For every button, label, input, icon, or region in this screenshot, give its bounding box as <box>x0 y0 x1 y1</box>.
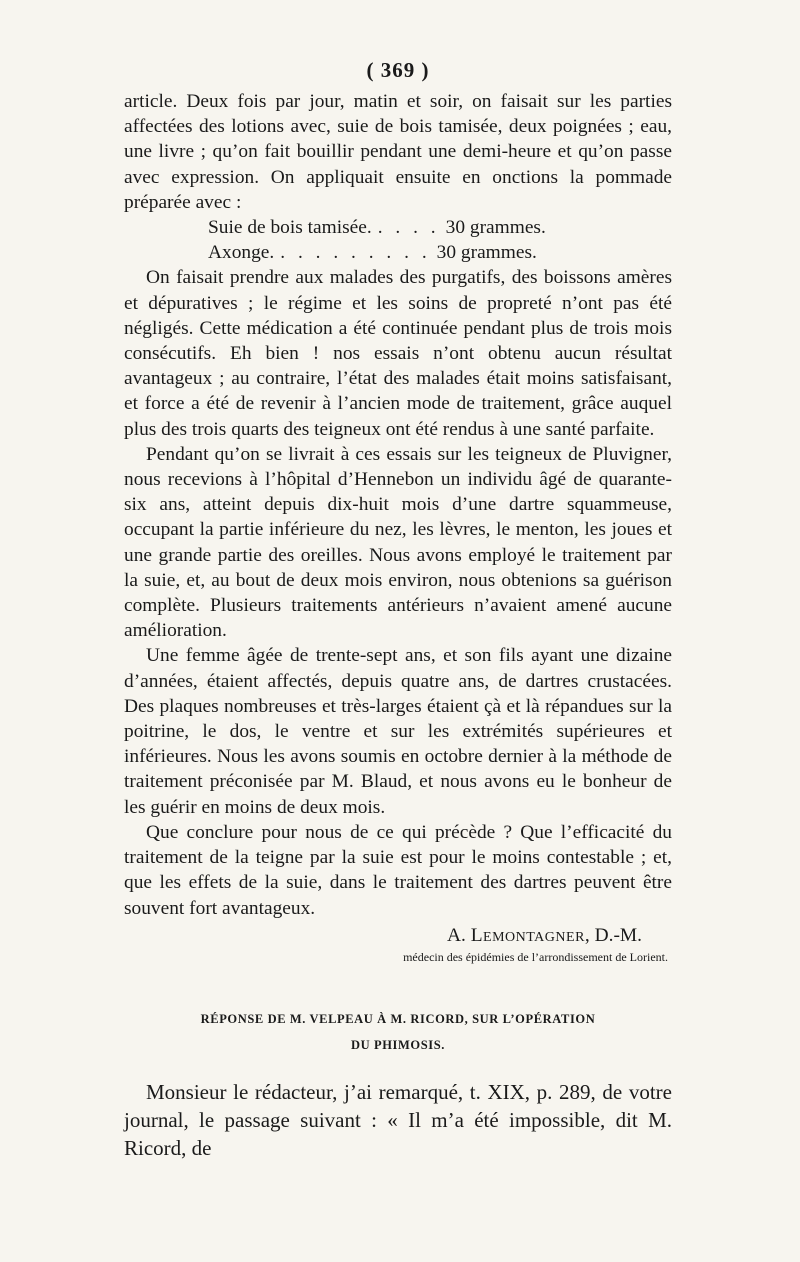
paragraph-purgatifs: On faisait prendre aux malades des purgatifs, des boissons amères et dépuratives ; le régime et les soins de propreté n’ont pas été négligés. Cette médication a été continuée pendant plus de trois mois consécutifs. Eh bien ! nos essais n’ont obtenu aucun résultat avantageux ; au contraire, l’état des malades était moins satisfaisant, et force a été de revenir à l’ancien mode de traitement, grâce auquel plus des trois quarts des teigneux ont été rendus à une santé parfaite. <box>124 267 672 440</box>
signature-initial: A. <box>446 924 466 946</box>
recipe-item <box>208 215 546 240</box>
signature-title: médecin des épidémies de l’arrondissement de Lorient. <box>403 949 668 964</box>
signature-suffix: , D.-M. <box>584 924 642 946</box>
section-heading <box>124 1006 672 1058</box>
paragraph-pluvigner: Pendant qu’on se livrait à ces essais sur les teigneux de Pluvigner, nous recevions à l’hôpital d’Hennebon un individu âgé de quarante-six ans, atteint depuis dix-huit mois d’une dartre squammeuse, occupant la partie inférieure du nez, les lèvres, le menton, les joues et une grande partie des oreilles. Nous avons employé le traitement par la suie, et, au bout de deux mois environ, nous obtenions sa guérison complète. Plusieurs traitements antérieurs n’avaient amené aucune amélioration. <box>124 443 672 642</box>
recipe-quantity: 30 grammes. <box>445 217 546 239</box>
signature-surname: Lemontagner <box>470 924 585 946</box>
document-page <box>124 58 672 1162</box>
paragraph-lotion: article. Deux fois par jour, matin et soir, on faisait sur les parties affectées des lotions avec, suie de bois tamisée, deux poignées ; eau, une livre ; qu’on fait bouillir pendant une demi-heure et qu’on passe avec expression. On appliquait ensuite en onctions la pommade préparée avec : <box>124 91 672 213</box>
recipe-leader-dots: . . . . . . . . . <box>280 242 431 264</box>
recipe-ingredient: Suie de bois tamisée. <box>208 217 372 239</box>
recipe-quantity: 30 grammes. <box>436 242 537 264</box>
section-heading-line: DU PHIMOSIS. <box>350 1037 446 1052</box>
section-heading-line: RÉPONSE DE M. VELPEAU À M. RICORD, SUR L’OPÉRATION <box>200 1011 596 1026</box>
paragraph-conclusion: Que conclure pour nous de ce qui précède ? Que l’efficacité du traitement de la teigne par la suie est pour le moins contestable ; et, que les effets de la suie, dans le traitement des dartres peuvent être souvent fort avantageux. <box>124 821 672 919</box>
signature <box>124 923 672 948</box>
letter-paragraph: Monsieur le rédacteur, j’ai remarqué, t. XIX, p. 289, de votre journal, le passage suivant : « Il m’a été impossible, dit M. Ricord, de <box>124 1079 672 1160</box>
recipe-list <box>124 215 672 265</box>
recipe-ingredient: Axonge. <box>208 242 275 264</box>
page-number: ( 369 ) <box>366 58 430 82</box>
recipe-item <box>208 240 537 265</box>
recipe-leader-dots: . . . . <box>377 217 440 239</box>
paragraph-femme: Une femme âgée de trente-sept ans, et son fils ayant une dizaine d’années, étaient affectés, depuis quatre ans, de dartres crustacées. Des plaques nombreuses et très-larges étaient çà et là répandues sur la poitrine, le dos, le ventre et sur les extrémités supérieures et inférieures. Nous les avons soumis en octobre dernier à la méthode de traitement préconisée par M. Blaud, et nous avons eu le bonheur de les guérir en moins de deux mois. <box>124 645 672 818</box>
letter-body <box>124 1078 672 1162</box>
